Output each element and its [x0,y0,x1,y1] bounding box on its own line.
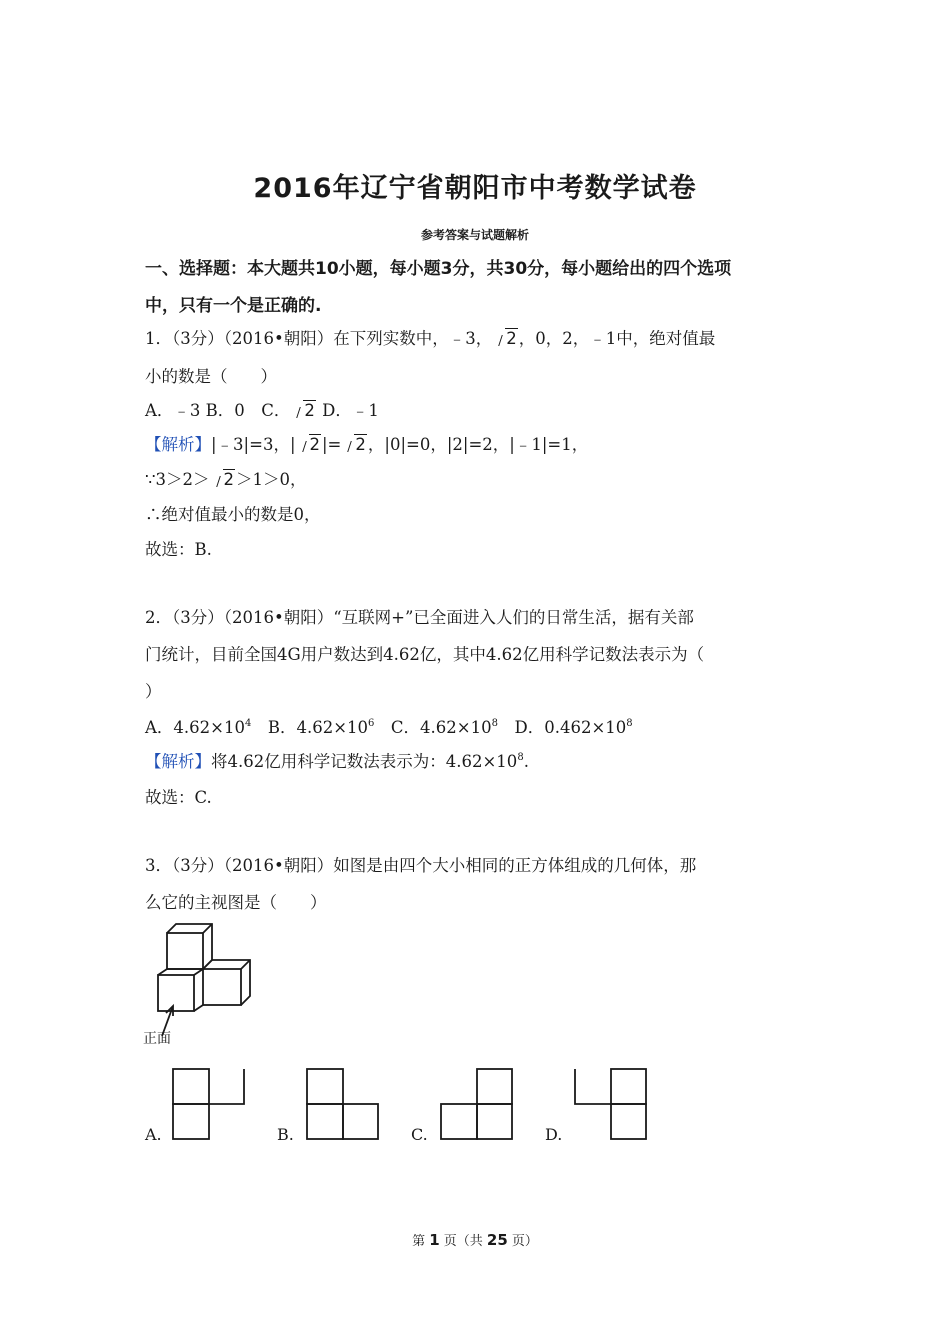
analysis-tag: 【解析】 [145,435,211,454]
cube-solid-figure [140,918,280,1033]
q3-option-d-label: D. [545,1125,563,1144]
sqrt-symbol: 2 [292,401,316,420]
q3-option-c-figure [440,1068,514,1140]
document-subtitle: 参考答案与试题解析 [420,228,529,242]
sqrt-symbol: 2 [494,329,518,348]
page-number: 1 [429,1231,440,1249]
page-footer: 第 1 页（共 25 页） [412,1231,538,1249]
q1-stem-b: ，0，2，﹣1中，绝对值最 [518,329,716,348]
q2-stem-line1: 2．（3分）（2016•朝阳）“互联网+”已全面进入人们的日常生活，据有关部 [145,608,694,627]
section-heading-line1: 一、选择题：本大题共10小题，每小题3分，共30分，每小题给出的四个选项 [145,259,732,279]
q1-therefore: ∴绝对值最小的数是0， [145,505,321,524]
analysis-tag: 【解析】 [145,752,211,771]
q3-option-a-figure [172,1068,246,1140]
q2-options: A．$4.62\times 10^4$ B．$4.62\times 10^6$ C．$4.62\times 10^8$ D．$0.462\times 10^8$ [145,718,633,737]
q1-analysis: 【解析】|﹣3|=3，| 2 |= 2 ，|0|=0，|2|=2，|﹣1|=1， [145,435,589,454]
q1-stem-a: 1．（3分）（2016•朝阳）在下列实数中，﹣3， [145,329,493,348]
q1-options: A．﹣3 B．0 C． 2 D．﹣1 [145,401,379,420]
q3-stem-line2: 么它的主视图是（ ） [145,893,327,912]
q1-because: ∵3＞2＞ 2 ＞1＞0， [145,470,307,489]
q3-option-c-label: C. [411,1125,428,1144]
front-view-label: 正面 [143,1031,171,1047]
sqrt-symbol: 2 [343,435,367,454]
q3-option-d-figure [574,1068,648,1140]
q1-choice: 故选：B. [145,540,212,559]
sqrt-symbol: 2 [212,470,236,489]
q3-option-b-label: B. [277,1125,294,1144]
q3-stem-line1: 3．（3分）（2016•朝阳）如图是由四个大小相同的正方体组成的几何体，那 [145,856,697,875]
page-total: 25 [486,1231,508,1249]
q2-stem-line3: ） [145,682,162,701]
q3-option-a-label: A. [145,1125,162,1144]
section-heading-line2: 中，只有一个是正确的. [145,296,322,316]
sqrt-symbol: 2 [298,435,322,454]
q3-option-b-figure [306,1068,380,1140]
document-title: 2016年辽宁省朝阳市中考数学试卷 [253,173,697,204]
q1-stem-line2: 小的数是（ ） [145,367,277,386]
q2-choice: 故选：C. [145,788,212,807]
q2-analysis: 【解析】将4.62亿用科学记数法表示为：$4.62\times 10^8$. [145,752,529,771]
q1-stem-line1 [145,325,715,349]
q2-stem-line2: 门统计，目前全国4G用户数达到4.62亿，其中4.62亿用科学记数法表示为（ [145,645,705,664]
